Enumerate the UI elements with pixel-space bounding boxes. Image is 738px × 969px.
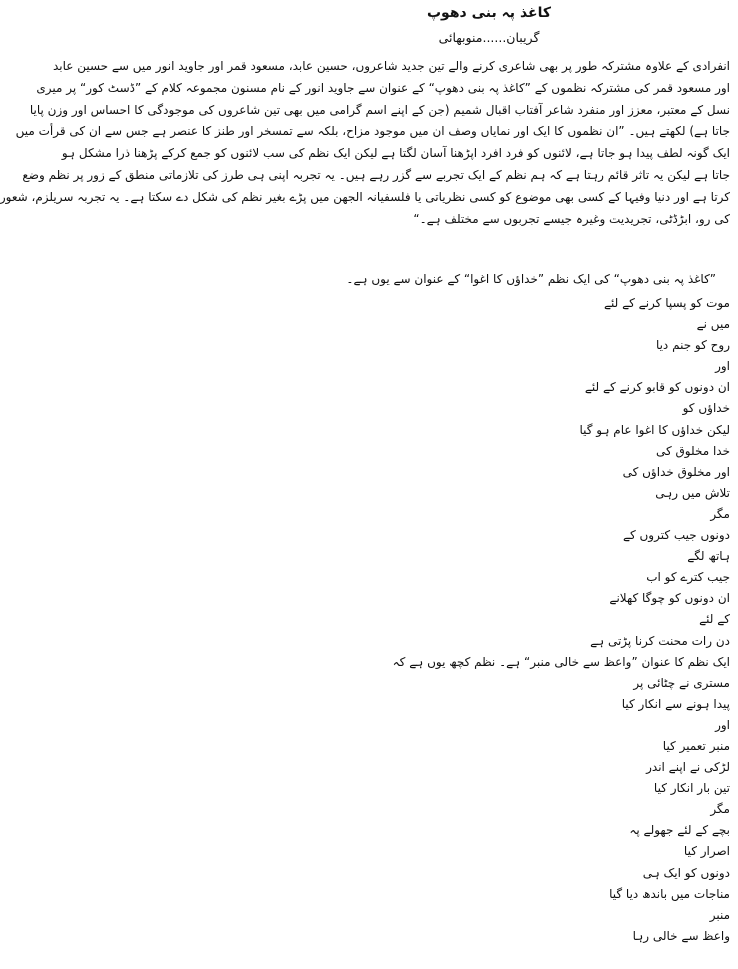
poem-line: ہاتھ لگے	[687, 549, 730, 564]
poem-line: اور	[715, 717, 730, 732]
poem-line: خداؤں کو	[682, 401, 730, 416]
paragraph-line: نسل کے معتبر، معزز اور منفرد شاعر آفتاب اقبال شمیم (جن کے اپنے اسم گرامی میں بھی تین شاعروں کی موجودگی کا احساس اور وزن پایا	[29, 102, 730, 117]
poem-intro: ”کاغذ پہ بنی دھوپ“ کی ایک نظم ”خداؤں کا اغوا“ کے عنوان سے یوں ہے۔	[346, 272, 716, 286]
poem-line: تلاش میں رہی	[655, 485, 730, 500]
poem-line: منبر تعمیر کیا	[662, 738, 730, 753]
poem-line: بچے کے لئے جھولے پہ	[629, 823, 730, 838]
poem-line: ان دونوں کو چوگا کھلانے	[609, 591, 730, 606]
paragraph-line: انفرادی کے علاوہ مشترکہ طور پر بھی شاعری کرنے والے تین جدید شاعروں، حسین عابد، مسعود قمر اور جاوید انور میں سے حسین عابد	[52, 59, 730, 73]
poem-line: مستری نے چٹائی پر	[633, 675, 730, 690]
paragraph-line: کرتا ہے اور دنیا وفیہا کے کسی بھی موضوع کو کسی نظریاتی یا فلسفیانہ الجھن میں پڑے بغیر نظم کی شکل دے سکتا ہے۔ یہ تجربہ سریلزم، شعور	[0, 189, 730, 204]
poem-line: ان دونوں کو قابو کرنے کے لئے	[584, 380, 730, 395]
poem-line: مگر	[710, 802, 730, 817]
poem-line: دونوں کو ایک ہی	[642, 865, 730, 880]
paragraph-line: جاتا ہے لیکن یہ تاثر قائم رہتا ہے کہ ہم نظم کے ایک تجربے سے گزر رہے ہیں۔ یہ تجربہ اپنی ہی طرز کی تلازماتی منطق کے زور پر نظم وضع	[22, 167, 730, 182]
poem-line: ایک نظم کا عنوان ”واعظ سے خالی منبر“ ہے۔ نظم کچھ یوں ہے کہ	[392, 654, 730, 669]
poem	[250, 296, 730, 950]
paragraph-line: کی رو، ابڑڈٹی، تجریدیت وغیرہ جیسے تجربوں سے مختلف ہے۔“	[413, 211, 730, 226]
poem-line: کے لئے	[699, 612, 730, 627]
poem-line: مگر	[710, 506, 730, 521]
author-byline: گریبان......منوبھائی	[438, 30, 540, 45]
poem-line: پیدا ہونے سے انکار کیا	[621, 696, 730, 711]
poem-line: روح کو جنم دیا	[655, 338, 730, 353]
paragraph-line: جاتا ہے) لکھتے ہیں۔ ”ان نظموں کا ایک اور نمایاں وصف ان میں موجود مزاح، بلکہ سے تمسخر اور طنز کا عنصر ہے جس سے ان کی قرأت میں	[15, 124, 730, 139]
poem-line: دونوں جیب کتروں کے	[622, 528, 730, 543]
poem-line: جیب کترے کو اب	[646, 570, 730, 585]
poem-line: میں نے	[696, 317, 730, 332]
article-title: کاغذ پہ بنی دھوپ	[426, 5, 551, 21]
poem-line: تین بار انکار کیا	[653, 781, 730, 796]
paragraph-line: ایک گونہ لطف پیدا ہو جاتا ہے، لائنوں کو فرد افرد اپڑھنا آسان لگتا ہے لیکن ایک نظم کی سب لائنوں کو جمع کرکے پڑھنا ذرا مشکل ہو	[61, 146, 730, 161]
poem-line: اور مخلوق خداؤں کی	[622, 464, 730, 479]
poem-line: لیکن خداؤں کا اغوا عام ہو گیا	[579, 422, 730, 437]
poem-line: واعظ سے خالی رہا	[632, 928, 730, 943]
poem-line: لڑکی نے اپنے اندر	[646, 760, 730, 775]
poem-line: اور	[715, 359, 730, 374]
poem-line: منبر	[709, 907, 730, 922]
poem-line: موت کو پسپا کرنے کے لئے	[604, 296, 730, 310]
paragraph-line: اور مسعود قمر کی مشترکہ نظموں کے ”کاغذ پہ بنی دھوپ“ کے عنوان سے جاوید انور کے نام مسنون مجموعہ کلام کے ”ڈسٹ کور“ پر میری	[36, 80, 730, 95]
poem-line: مناجات میں باندھ دیا گیا	[609, 886, 730, 901]
intro-paragraph	[0, 56, 730, 230]
poem-line: اصرار کیا	[683, 844, 730, 859]
poem-line: خدا مخلوق کی	[655, 443, 730, 458]
poem-line: دن رات محنت کرنا پڑتی ہے	[590, 633, 730, 648]
